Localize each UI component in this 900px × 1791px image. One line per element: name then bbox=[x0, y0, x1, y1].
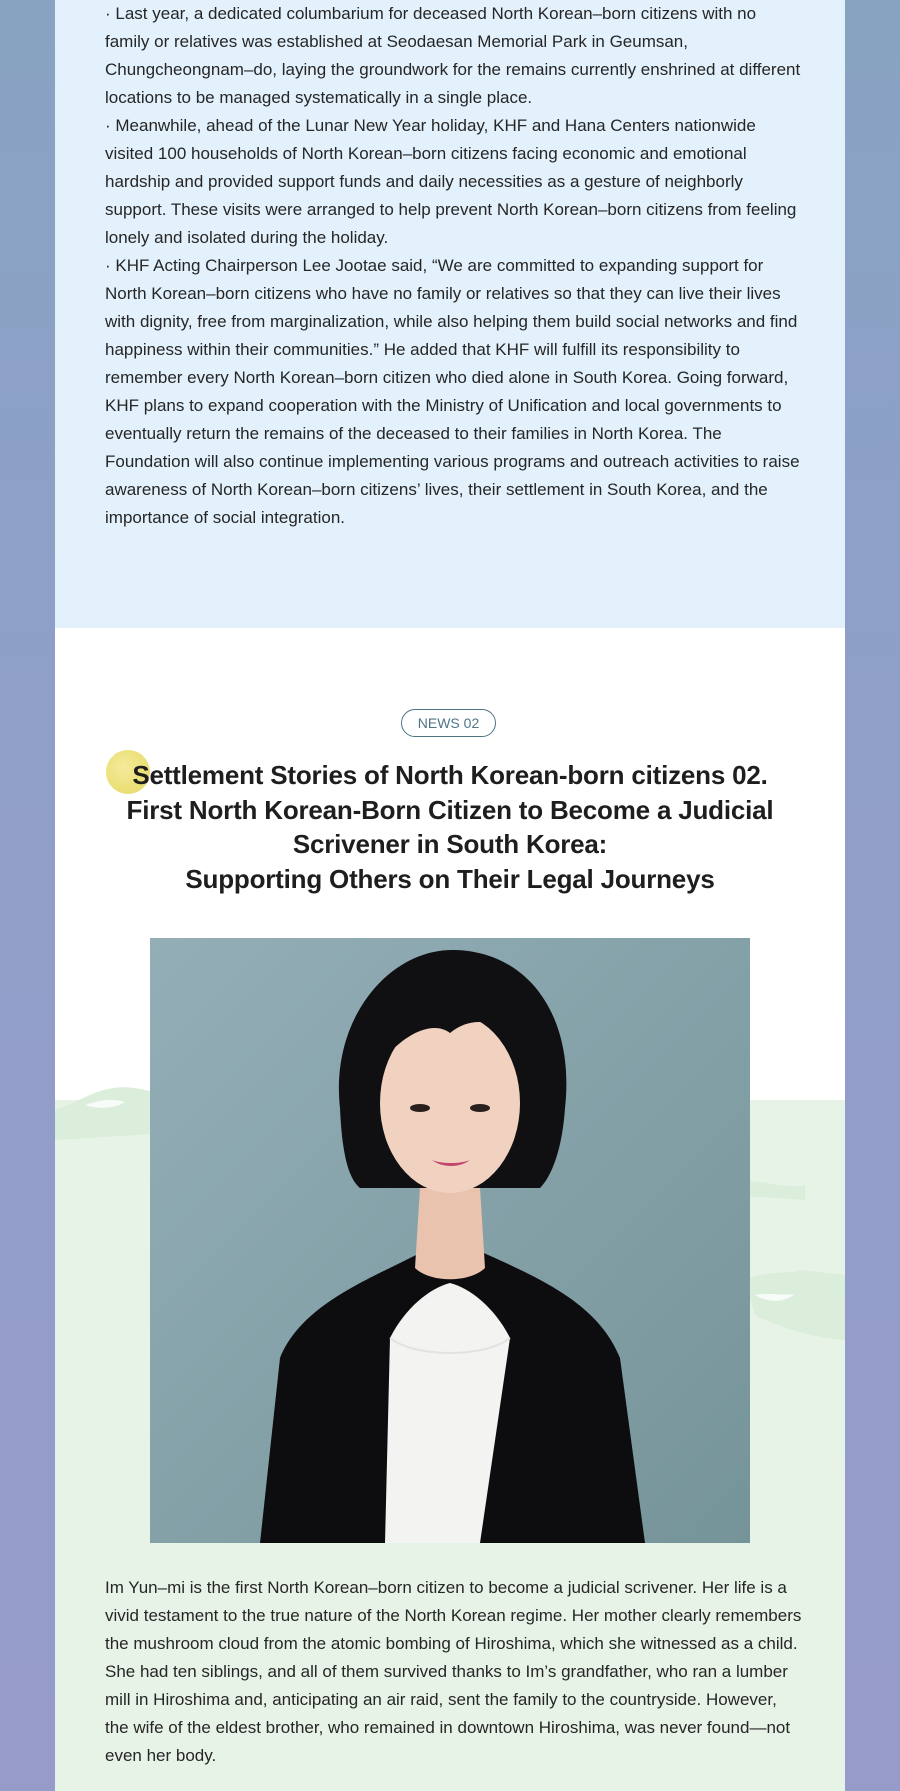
news-title-line-2: First North Korean-Born Citizen to Become a Judicial bbox=[126, 794, 774, 825]
news-title-line-1: Settlement Stories of North Korean-born citizens 02. bbox=[132, 760, 768, 790]
paragraph-columbarium: · Last year, a dedicated columbarium for deceased North Korean–born citizens with no family or relatives was established at Seodaesan Memorial Park in Geumsan, Chungcheongnam–do, laying the groundwork for the remains currently enshrined at different locations to be managed systematically in a single place. bbox=[105, 4, 801, 107]
news-number-badge: NEWS 02 bbox=[401, 709, 496, 737]
news-body-text bbox=[105, 1574, 805, 1770]
news-title-line-4: Supporting Others on Their Legal Journeys bbox=[185, 863, 715, 894]
news-title-line-3: Scrivener in South Korea: bbox=[292, 829, 608, 859]
portrait-photo bbox=[150, 938, 750, 1543]
news-body-paragraph: Im Yun–mi is the first North Korean–born citizen to become a judicial scrivener. Her life is a vivid testament to the true nature of the North Korean regime. Her mother clearly remembers the mushroom cloud from the atomic bombing of Hiroshima, which she witnessed as a child. She had ten siblings, and all of them survived thanks to Im’s grandfather, who ran a lumber mill in Hiroshima and, anticipating an air raid, sent the family to the countryside. However, the wife of the eldest brother, who remained in downtown Hiroshima, was never found—not even her body. bbox=[105, 1578, 802, 1765]
article-continuation-section bbox=[55, 0, 845, 628]
newsletter-page bbox=[55, 0, 845, 1791]
portrait-illustration bbox=[150, 938, 750, 1543]
paragraph-chairperson-quote: · KHF Acting Chairperson Lee Jootae said, “We are committed to expanding support for North Korean–born citizens who have no family or relatives so that they can live their lives with dignity, free from marginalization, while also helping them build social networks and find happiness within their communities.” He added that KHF will fulfill its responsibility to remember every North Korean–born citizen who died alone in South Korea. Going forward, KHF plans to expand cooperation with the Ministry of Unification and local governments to eventually return the remains of the deceased to their families in North Korea. The Foundation will also continue implementing various programs and outreach activities to raise awareness of North Korean–born citizens’ lives, their settlement in South Korea, and the importance of social integration. bbox=[105, 256, 800, 527]
article-continuation-text bbox=[105, 0, 805, 532]
news-title bbox=[95, 758, 805, 896]
paragraph-lunar-new-year-visits: · Meanwhile, ahead of the Lunar New Year holiday, KHF and Hana Centers nationwide visited 100 households of North Korean–born citizens facing economic and emotional hardship and provided support funds and daily necessities as a gesture of neighborly support. These visits were arranged to help prevent North Korean–born citizens from feeling lonely and isolated during the holiday. bbox=[105, 116, 797, 247]
